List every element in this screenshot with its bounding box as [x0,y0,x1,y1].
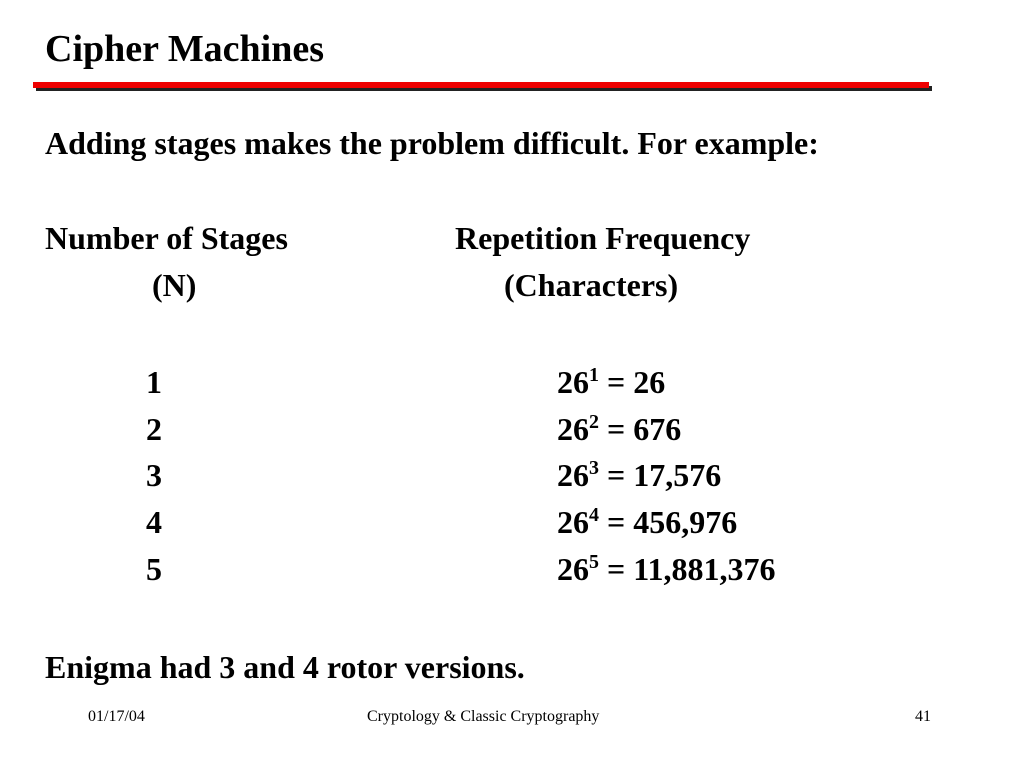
repetition-frequency [557,359,665,405]
intro-text: Adding stages makes the problem difficult. For example: [45,125,819,161]
table-row [0,359,1024,405]
stages-column-subheader: (N) [152,267,197,303]
repetition-frequency [557,406,681,452]
table-row [0,406,1024,452]
footer-date: 01/17/04 [88,708,145,725]
frequency-column-subheader: (Characters) [504,267,679,303]
stage-count: 2 [146,411,162,447]
stages-column-header: Number of Stages [45,220,288,256]
repetition-frequency [557,499,737,545]
stage-count: 4 [146,504,162,540]
frequency-base: 26 [557,411,589,447]
footer-title: Cryptology & Classic Cryptography [367,708,600,725]
frequency-result: = 17,576 [599,457,722,493]
frequency-result: = 456,976 [599,504,738,540]
table-row [0,499,1024,545]
frequency-exponent: 2 [589,411,599,433]
repetition-frequency [557,546,775,592]
frequency-base: 26 [557,551,589,587]
stage-count: 1 [146,364,162,400]
stage-count: 3 [146,457,162,493]
frequency-column-header: Repetition Frequency [455,220,751,256]
title-rule [33,82,929,88]
table-row [0,452,1024,498]
frequency-base: 26 [557,457,589,493]
frequency-exponent: 1 [589,364,599,386]
page-number: 41 [915,708,931,725]
frequency-exponent: 5 [589,551,599,573]
frequency-base: 26 [557,364,589,400]
frequency-result: = 26 [599,364,666,400]
table-row [0,546,1024,592]
frequency-base: 26 [557,504,589,540]
frequency-result: = 11,881,376 [599,551,776,587]
frequency-exponent: 3 [589,457,599,479]
slide-title: Cipher Machines [45,28,325,70]
frequency-result: = 676 [599,411,682,447]
closing-text: Enigma had 3 and 4 rotor versions. [45,649,525,685]
repetition-frequency [557,452,721,498]
frequency-exponent: 4 [589,504,599,526]
stage-count: 5 [146,551,162,587]
